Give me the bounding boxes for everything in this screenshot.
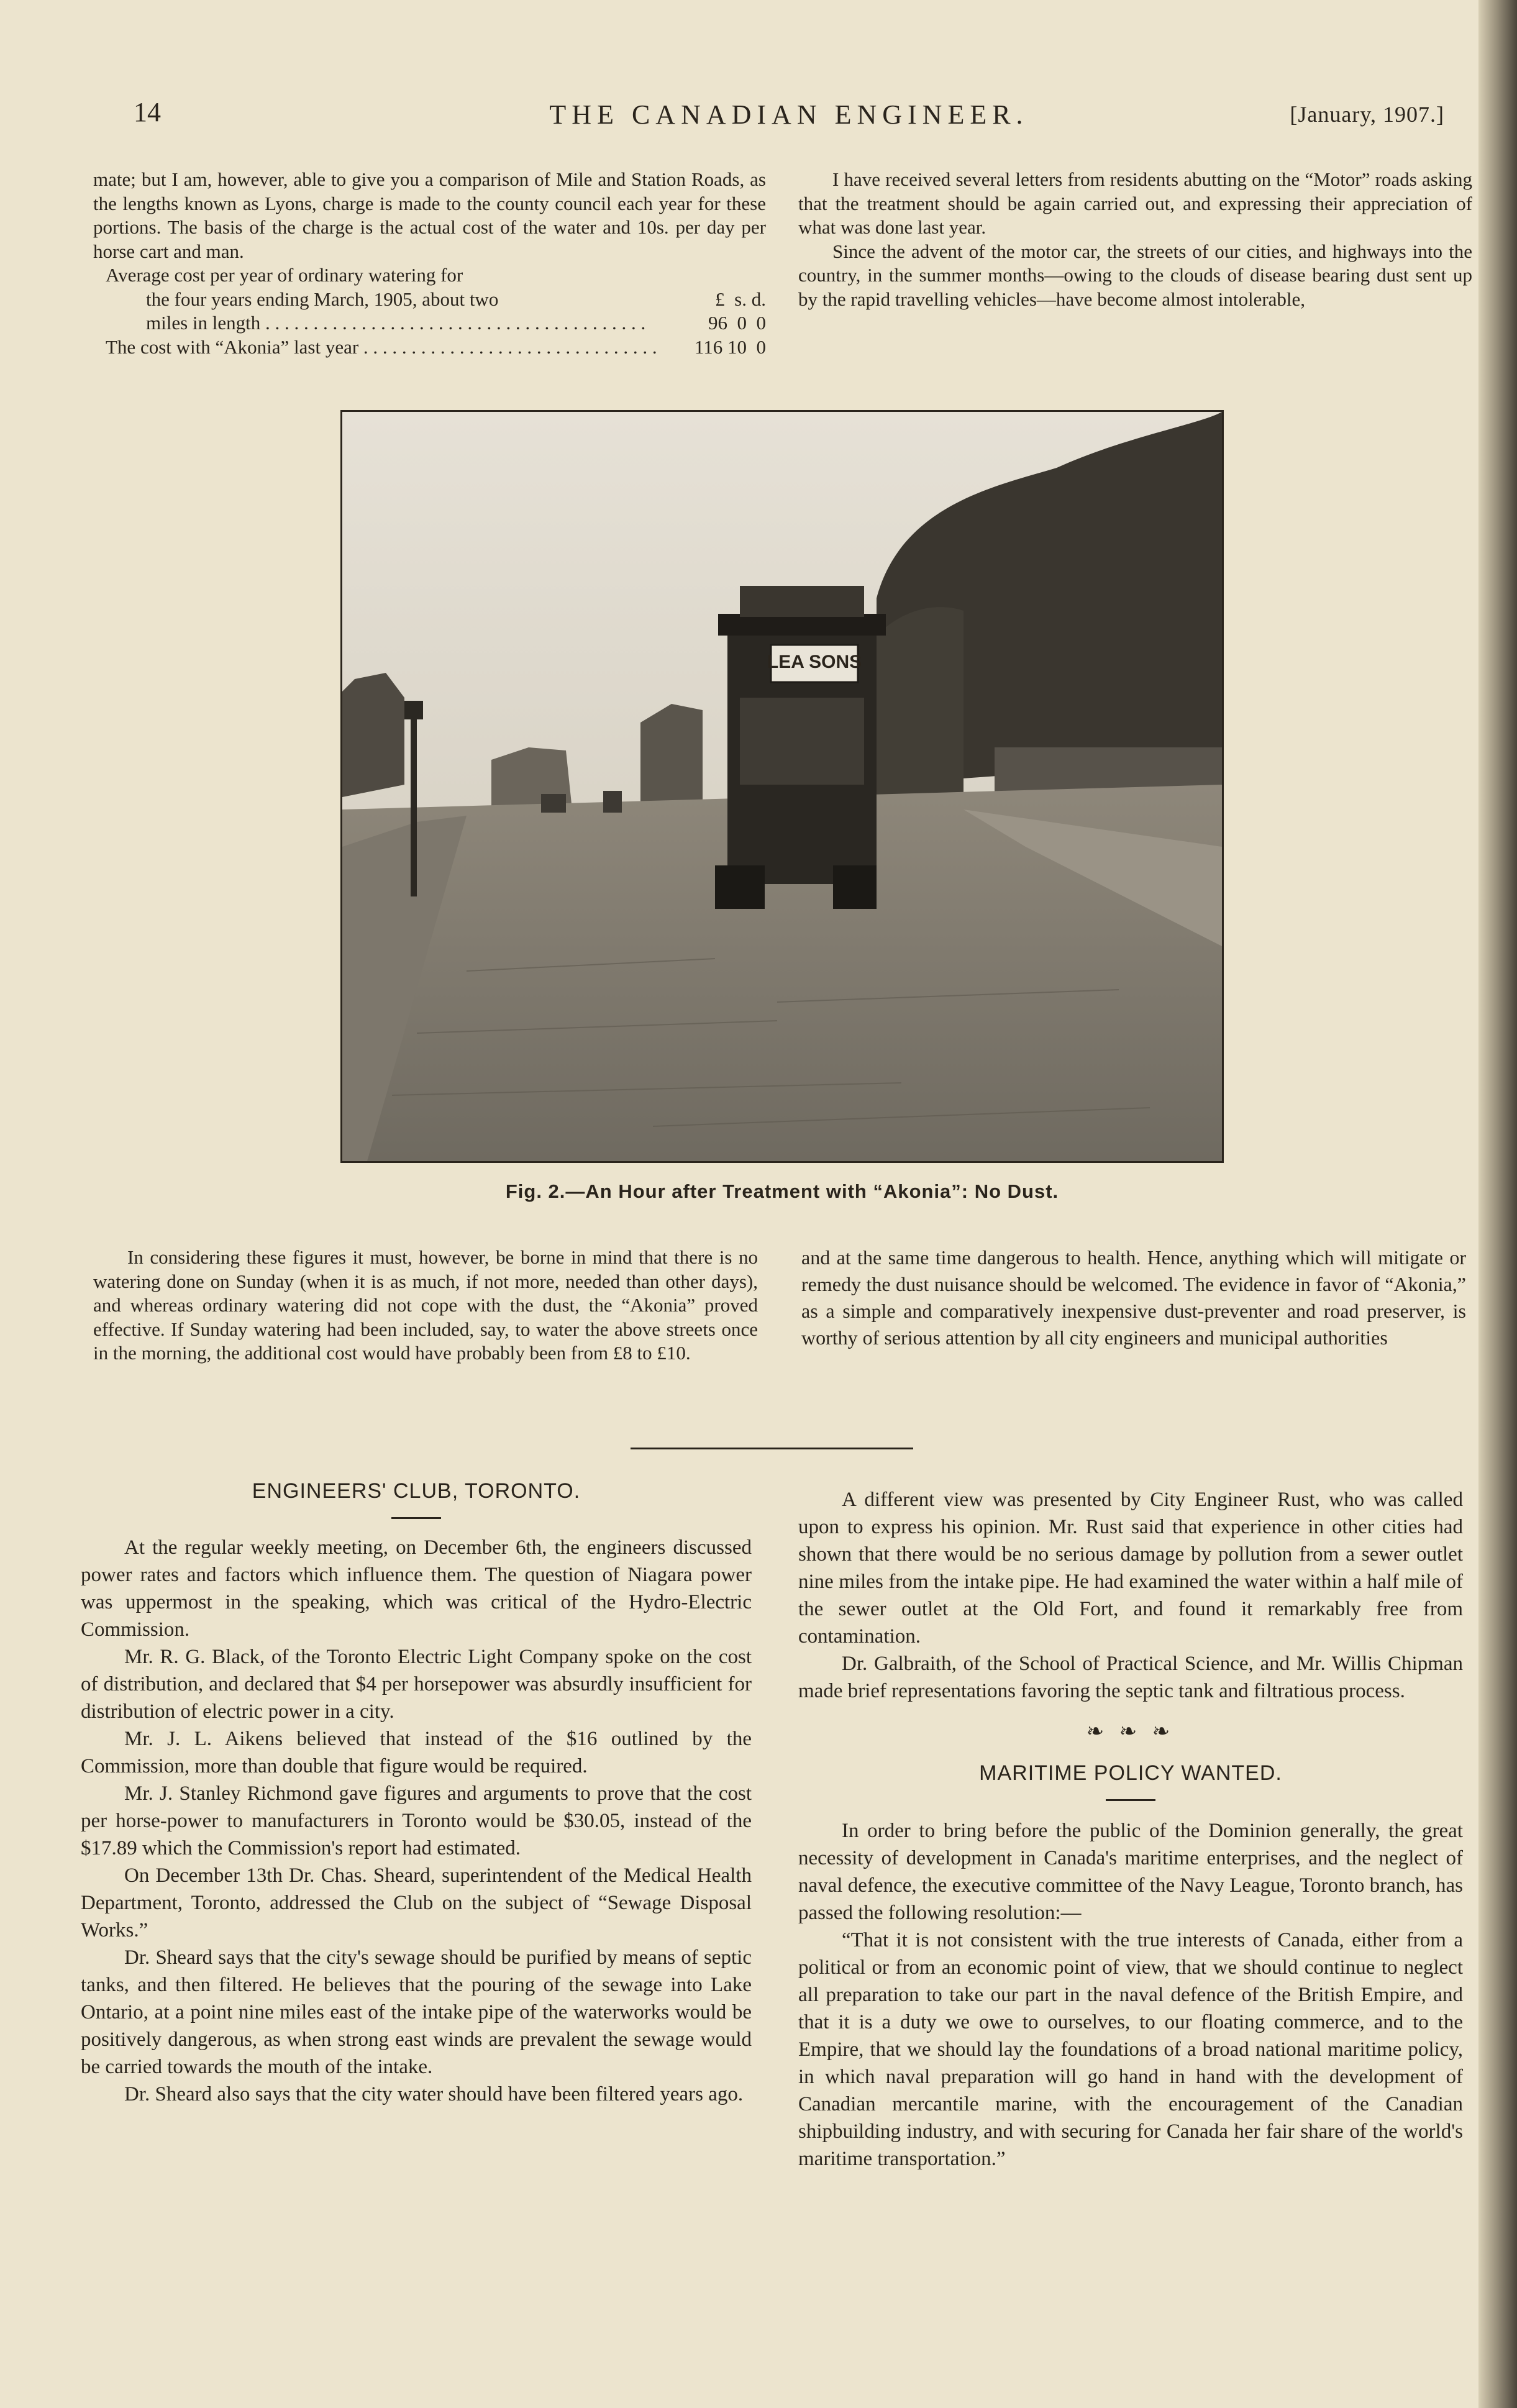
paragraph: In considering these figures it must, however, be borne in mind that there is no watering done on Sunday (when it is as much, if not more, needed than other days), and whereas ordinary watering did not cope with the dust, the “Akonia” proved effective. If Sunday watering had been included, say, to water the above streets once in the morning, the additional cost would have probably been from £8 to £10. (93, 1246, 758, 1364)
cost-label: miles in length . . . (93, 311, 657, 335)
cost-value: 96 0 0 (708, 312, 766, 334)
paragraph: “That it is not consistent with the true interests of Canada, either from a political or from an economic point of view, that we should continue to neglect all preparation to take our part in the naval defence of the British Empire, and that it is a duty we owe to ourselves, to our floating commerce, and to the Empire, that we should lay the foundations of a broad national maritime policy, in which naval preparation will go hand in hand with the development of Canadian mercantile marine, with the encouragement of the Canadian shipbuilding industry, and with securing for Canada her fair share of the world's maritime transportation.” (798, 1929, 1463, 2170)
paragraph: Mr. J. L. Aikens believed that instead of the $16 outlined by the Commission, more than double that figure would be required. (81, 1728, 752, 1777)
paragraph: A different view was presented by City Engineer Rust, who was called upon to express his opinion. Mr. Rust said that experience in other cities had shown that there would be no serious damage by pollution from a sewer outlet nine miles from the intake pipe. He had examined the water within a half mile of the sewer outlet at the Old Fort, and found it remarkably free from contamination. (798, 1489, 1463, 1648)
figure-caption: Fig. 2.—An Hour after Treatment with “Akonia”: No Dust. (505, 1180, 1059, 1202)
cost-table (93, 263, 766, 359)
top-right-column (798, 168, 1472, 311)
top-left-column (93, 168, 766, 359)
paragraph: Dr. Galbraith, of the School of Practical Science, and Mr. Willis Chipman made brief representations favoring the septic tank and filtratious process. (798, 1653, 1463, 1702)
paragraph: On December 13th Dr. Chas. Sheard, superintendent of the Medical Health Department, Toronto, addressed the Club on the subject of “Sewage Disposal Works.” (81, 1864, 752, 1941)
paragraph: Since the advent of the motor car, the streets of our cities, and highways into the country, in the summer months—owing to the clouds of disease bearing dust sent up by the rapid travelling vehicles—have become almost intolerable, (798, 240, 1472, 310)
journal-title: THE CANADIAN ENGINEER. (549, 99, 1029, 130)
article-heading: MARITIME POLICY WANTED. (979, 1761, 1282, 1785)
heading-rule (391, 1517, 441, 1519)
ornament-divider: ❧ ❧ ❧ (1086, 1720, 1175, 1743)
currency-header: £ s. d. (715, 288, 766, 310)
middle-left-column (93, 1246, 758, 1366)
cost-label: Average cost per year of ordinary watering for (106, 264, 463, 286)
page-header (134, 96, 1444, 140)
right-bottom-column (798, 1486, 1463, 2173)
street-photograph (340, 410, 1224, 1163)
paragraph: and at the same time dangerous to health. Hence, anything which will mitigate or remedy the dust nuisance should be welcomed. The evidence in favor of “Akonia,” as a simple and comparatively inexpensive dust-preventer and road preserver, is worthy of serious attention by all city engineers and municipal authorities (801, 1246, 1466, 1349)
section-divider (631, 1448, 913, 1449)
motor-bus (715, 586, 886, 909)
paragraph: I have received several letters from residents abutting on the “Motor” roads asking that the treatment should be again carried out, and expressing their appreciation of what was done last year. (798, 168, 1472, 238)
issue-date: [January, 1907.] (1290, 102, 1444, 127)
paragraph: In order to bring before the public of the Dominion generally, the great necessity of development in Canada's maritime enterprises, and the neglect of naval defence, the executive committee of the Navy League, Toronto branch, has passed the following resolution:— (798, 1820, 1463, 1924)
paragraph: Mr. J. Stanley Richmond gave figures and arguments to prove that the cost per horse-power to manufacturers in Toronto would be $30.05, instead of the $17.89 which the Commission's report had estimated. (81, 1782, 752, 1859)
paragraph: At the regular weekly meeting, on December 6th, the engineers discussed power rates and factors which influence them. The question of Niagara power was uppermost in the speaking, which was critical of the Hydro-Electric Commission. (81, 1536, 752, 1641)
cost-value: 116 10 0 (694, 335, 766, 358)
article-heading: ENGINEERS' CLUB, TORONTO. (252, 1479, 581, 1503)
paragraph: Dr. Sheard also says that the city water should have been filtered years ago. (124, 2083, 744, 2105)
bus-sign-text: LEA SONS (767, 652, 862, 672)
cost-label: The cost with “Akonia” last year . . . (93, 335, 657, 360)
middle-right-column (801, 1244, 1466, 1351)
paragraph: Dr. Sheard says that the city's sewage should be purified by means of septic tanks, and then filtered. He believes that the pouring of the sewage into Lake Ontario, at a point nine miles east of the intake pipe of the waterworks would be positively dangerous, as when strong east winds are prevalent the sewage would be carried towards the mouth of the intake. (81, 1946, 752, 2078)
paragraph: Mr. R. G. Black, of the Toronto Electric Light Company spoke on the cost of distribution, and declared that $4 per horsepower was absurdly insufficient for distribution of electric power in a city. (81, 1646, 752, 1723)
page-edge-shadow (1478, 0, 1517, 2408)
paragraph: mate; but I am, however, able to give you a comparison of Mile and Station Roads, as the lengths known as Lyons, charge is made to the county council each year for these portions. The basis of the charge is the actual cost of the water and 10s. per day per horse cart and man. (93, 168, 766, 262)
cost-label: the four years ending March, 1905, about two (146, 288, 499, 310)
heading-rule (1106, 1799, 1155, 1801)
engineers-club-article (81, 1477, 752, 2108)
page-number: 14 (134, 97, 161, 127)
